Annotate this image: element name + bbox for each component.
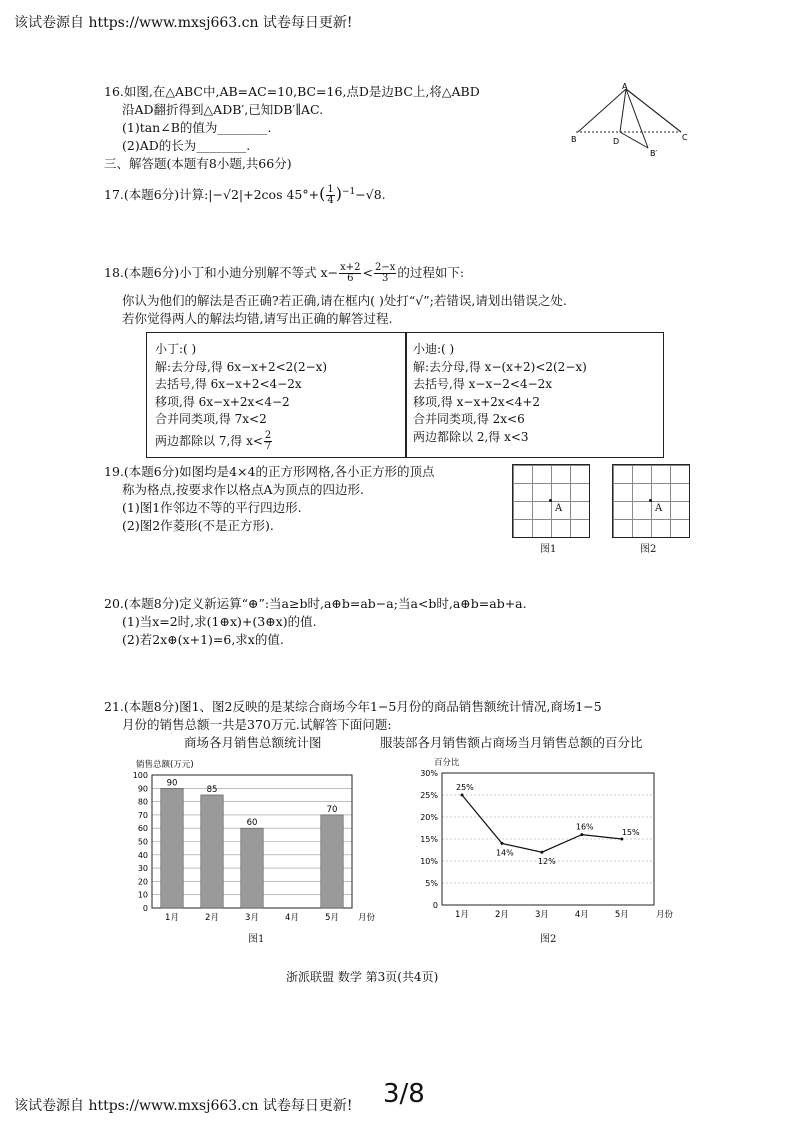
y-tick-label: 50 <box>137 837 148 847</box>
q18-frac2-num: 2−x <box>374 262 396 273</box>
q18-right-line: 去括号,得 x−x−2<4−2x <box>413 377 553 391</box>
y-tick-label: 0 <box>142 904 148 913</box>
q18-left-line: 小丁:( ) <box>155 342 197 356</box>
x-tick-label: 5月 <box>325 913 339 923</box>
y-tick-label: 15% <box>420 835 438 844</box>
q18-line2: 你认为他们的解法是否正确?若正确,请在框内( )处打“√”;若错误,请划出错误之处. <box>122 293 567 308</box>
data-label: 85 <box>206 784 218 795</box>
q18-right-column <box>413 341 587 446</box>
y-tick-label: 20% <box>420 813 438 822</box>
q18-frac1-num: x+2 <box>340 262 361 273</box>
x-tick-label: 1月 <box>165 913 179 923</box>
data-label: 90 <box>166 778 178 789</box>
q21-line1: 21.(本题8分)图1、图2反映的是某综合商场今年1−5月份的商品销售额统计情况,商场1−5 <box>104 699 602 714</box>
x-tick-label: 2月 <box>494 910 509 920</box>
q18-frac2 <box>374 263 396 284</box>
chart1-title: 商场各月销售总额统计图 <box>184 735 322 750</box>
y-tick-label: 80 <box>137 797 148 807</box>
q16-part1: (1)tan∠B的值为________. <box>122 120 272 135</box>
q18-left-frac <box>264 431 272 452</box>
q18-left-line: 去括号,得 6x−x+2<4−2x <box>155 377 302 391</box>
y-tick-label: 70 <box>137 810 148 820</box>
q18-right-line: 解:去分母,得 x−(x+2)<2(2−x) <box>413 359 587 374</box>
q18-left-line: 解:去分母,得 6x−x+2<2(2−x) <box>155 359 328 374</box>
q18-lead: 18.(本题6分)小丁和小迪分别解不等式 x− <box>104 265 339 280</box>
y-tick-label: 40 <box>137 850 148 860</box>
q18-frac2-den: 3 <box>381 273 389 284</box>
y-tick-label: 100 <box>132 771 148 780</box>
source-watermark-bottom: 该试卷源自 https://www.mxsj663.cn 试卷每日更新! <box>14 1098 353 1114</box>
q20-line3: (2)若2x⊕(x+1)=6,求x的值. <box>122 632 284 647</box>
y-tick-label: 10% <box>420 857 438 866</box>
chart2-title: 服装部各月销售额占商场当月销售总额的百分比 <box>380 735 643 750</box>
q17-frac-den: 4 <box>327 195 334 207</box>
data-point <box>500 842 503 845</box>
q17-expression: 17.(本题6分)计算:|−√2|+2cos 45°+ <box>104 187 320 203</box>
y-tick-label: 0 <box>432 901 438 910</box>
data-label: 60 <box>246 818 258 829</box>
bar <box>321 815 343 908</box>
data-point <box>461 794 464 797</box>
q19-line3: (1)图1作邻边不等的平行四边形. <box>122 500 302 515</box>
data-label: 70 <box>326 804 338 815</box>
q17-fraction <box>326 185 334 206</box>
chart1-caption: 图1 <box>248 934 265 945</box>
q20-line1: 20.(本题8分)定义新运算“⊕”:当a≥b时,a⊕b=ab−a;当a<b时,a⊕b=ab+a. <box>104 596 527 611</box>
chart2-caption: 图2 <box>540 934 557 945</box>
q18-frac1 <box>339 263 361 284</box>
y-tick-label: 90 <box>137 784 148 794</box>
data-point <box>620 838 623 841</box>
q18-answer-box <box>146 332 664 458</box>
q17-text: 17.(本题6分)计算:|−√2|+2cos 45°+( $\frac{1}{4}$ )$^{-1}$−√8. <box>104 184 386 207</box>
point-label-b-prime: B′ <box>650 149 658 158</box>
data-point <box>580 833 583 836</box>
q18-left-column <box>155 341 327 453</box>
x-tick-label: 5月 <box>614 910 629 920</box>
q21-line2: 月份的销售总额一共是370万元.试解答下面问题: <box>122 717 392 732</box>
q18-line1 <box>104 262 464 284</box>
page-footer: 浙派联盟 数学 第3页(共4页) <box>286 970 439 984</box>
fig1-caption: 图1 <box>540 544 557 555</box>
fig2-caption: 图2 <box>640 544 657 555</box>
q18-left-last: 两边都除以 7,得 x< <box>155 433 263 448</box>
bar <box>161 788 183 908</box>
q18-box-divider <box>405 333 407 457</box>
y-tick-label: 30 <box>137 864 148 874</box>
page-marker: 3/8 <box>383 1079 425 1109</box>
grid-figure-2 <box>612 464 690 538</box>
grid-point-a <box>549 499 552 502</box>
data-label: 16% <box>575 822 594 832</box>
q18-right-line: 小迪:( ) <box>413 342 455 356</box>
y-tick-label: 20 <box>137 877 148 887</box>
q20-line2: (1)当x=2时,求(1⊕x)+(3⊕x)的值. <box>122 614 317 629</box>
q16-part2: (2)AD的长为________. <box>122 138 251 153</box>
point-label-d: D <box>613 137 620 146</box>
q18-left-last-line <box>155 429 327 453</box>
x-tick-label: 2月 <box>205 913 219 923</box>
x-tick-label: 4月 <box>574 910 589 920</box>
x-tick-label: 3月 <box>245 913 259 923</box>
q17-tail: −√8. <box>355 187 386 203</box>
data-label: 25% <box>456 783 474 792</box>
q19-line2: 称为格点,按要求作以格点A为顶点的四边形. <box>122 482 364 497</box>
data-label: 12% <box>537 857 556 867</box>
grid-point-a <box>649 499 652 502</box>
q18-right-line: 两边都除以 2,得 x<3 <box>413 429 529 444</box>
q18-tail: 的过程如下: <box>397 265 465 280</box>
y-tick-label: 10 <box>137 890 148 900</box>
y-axis-title: 销售总额(万元) <box>136 760 194 770</box>
y-axis-title: 百分比 <box>434 758 460 768</box>
series-line <box>462 795 622 852</box>
q18-less-than: < <box>362 265 373 280</box>
point-label-c: C <box>682 133 688 142</box>
line-chart <box>412 755 682 925</box>
bar <box>241 828 263 908</box>
q19-line1: 19.(本题6分)如图均是4×4的正方形网格,各小正方形的顶点 <box>104 464 435 479</box>
q18-line3: 若你觉得两人的解法均错,请写出正确的解答过程. <box>122 311 393 326</box>
data-label: 15% <box>621 828 640 837</box>
grid1-point-label: A <box>555 503 563 514</box>
q17-exponent: −1 <box>341 187 356 197</box>
y-tick-label: 30% <box>420 769 438 778</box>
triangle-figure <box>568 82 698 164</box>
q18-left-line: 合并同类项,得 7x<2 <box>155 412 267 426</box>
q18-left-line: 移项,得 6x−x+2x<4−2 <box>155 394 290 409</box>
point-label-a: A <box>622 82 628 91</box>
x-axis-title: 月份 <box>358 913 376 923</box>
q18-left-frac-den: 7 <box>264 440 272 452</box>
x-tick-label: 1月 <box>455 910 469 920</box>
point-label-b: B <box>571 135 577 144</box>
q18-frac1-den: 6 <box>347 273 354 284</box>
x-axis-title: 月份 <box>656 910 674 920</box>
y-tick-label: 60 <box>137 824 148 834</box>
y-tick-label: 5% <box>425 879 438 888</box>
source-watermark-top: 该试卷源自 https://www.mxsj663.cn 试卷每日更新! <box>14 15 353 31</box>
q16-line2: 沿AD翻折得到△ADB′,已知DB′∥AC. <box>122 102 324 117</box>
data-point <box>540 851 543 854</box>
q16-line1: 16.如图,在△ABC中,AB=AC=10,BC=16,点D是边BC上,将△ABD <box>104 84 480 99</box>
grid-figure-1 <box>512 464 590 538</box>
q17-frac-num: 1 <box>327 184 334 196</box>
bar <box>201 795 223 908</box>
q18-right-line: 移项,得 x−x+2x<4+2 <box>413 394 541 409</box>
data-label: 14% <box>495 848 514 858</box>
q19-line4: (2)图2作菱形(不是正方形). <box>122 518 274 533</box>
grid2-point-label: A <box>655 503 663 514</box>
section3-heading: 三、解答题(本题有8小题,共66分) <box>104 156 292 171</box>
q18-left-frac-num: 2 <box>264 429 272 441</box>
q18-right-line: 合并同类项,得 2x<6 <box>413 412 525 426</box>
y-tick-label: 25% <box>420 791 438 800</box>
bar-chart <box>128 755 390 925</box>
x-tick-label: 4月 <box>285 913 299 923</box>
x-tick-label: 3月 <box>534 910 549 920</box>
